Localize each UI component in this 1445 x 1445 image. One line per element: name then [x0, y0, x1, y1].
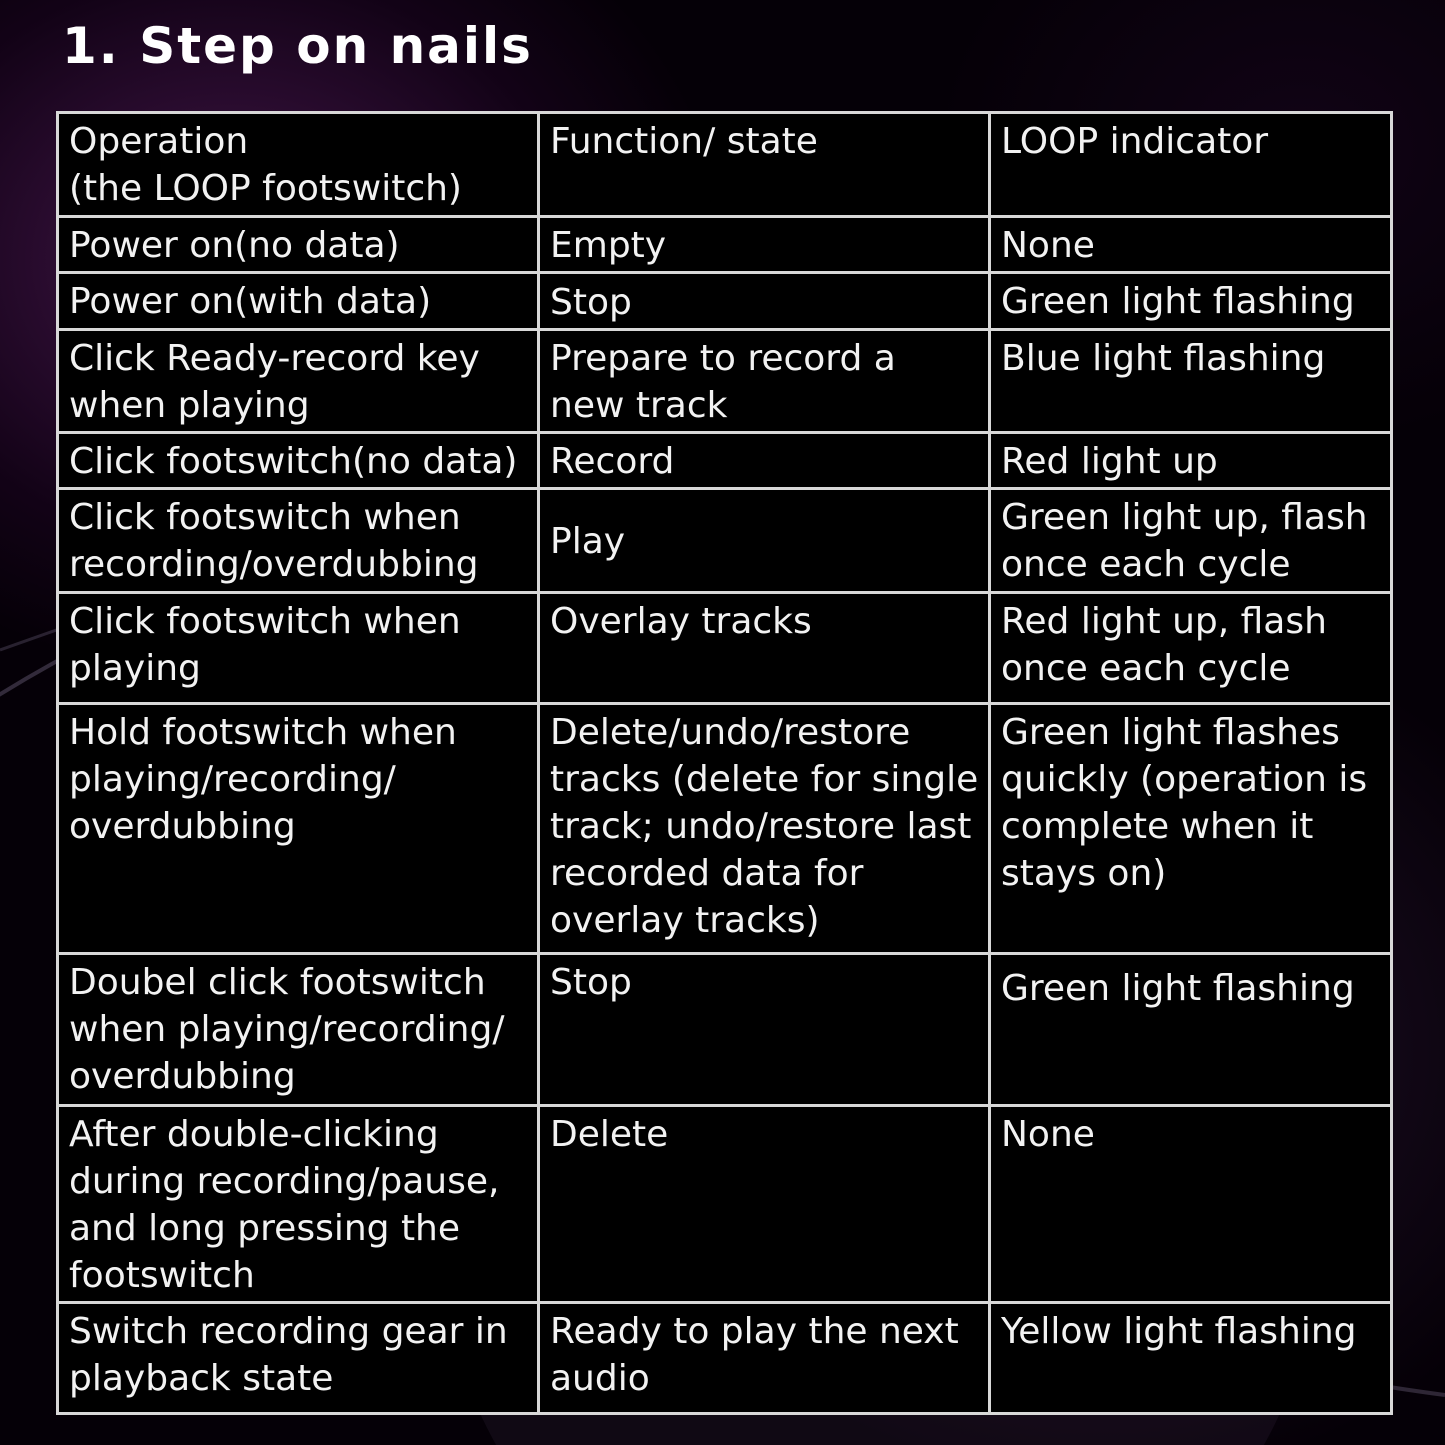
cell-function-state: Delete/undo/restore tracks (delete for single track; undo/restore last recorded data for overlay tracks): [539, 704, 990, 954]
cell-function-state: Stop: [539, 273, 990, 330]
cell-function-state: Delete: [539, 1106, 990, 1303]
table-row: [58, 330, 1392, 433]
header-loop-indicator: LOOP indicator: [990, 113, 1392, 217]
cell-function-state: Stop: [539, 954, 990, 1106]
cell-function-state: Record: [539, 433, 990, 489]
table-row: [58, 1303, 1392, 1414]
table-row: [58, 704, 1392, 954]
table-row: [58, 489, 1392, 593]
cell-operation: After double-clicking during recording/pause, and long pressing the footswitch: [58, 1106, 539, 1303]
cell-operation: Doubel click footswitch when playing/recording/ overdubbing: [58, 954, 539, 1106]
table-header-row: [58, 113, 1392, 217]
cell-operation: Click footswitch when recording/overdubbing: [58, 489, 539, 593]
table-row: [58, 273, 1392, 330]
page-title: 1. Step on nails: [62, 17, 533, 75]
table-row: [58, 217, 1392, 273]
cell-operation: Switch recording gear in playback state: [58, 1303, 539, 1414]
cell-loop-indicator: Red light up, flash once each cycle: [990, 593, 1392, 704]
cell-loop-indicator: Green light flashes quickly (operation is complete when it stays on): [990, 704, 1392, 954]
cell-function-state: Overlay tracks: [539, 593, 990, 704]
table-row: [58, 433, 1392, 489]
cell-function-state: Play: [539, 489, 990, 593]
cell-function-state: Empty: [539, 217, 990, 273]
cell-operation: Click footswitch when playing: [58, 593, 539, 704]
header-function-state: Function/ state: [539, 113, 990, 217]
cell-function-state: Ready to play the next audio: [539, 1303, 990, 1414]
cell-loop-indicator: Yellow light flashing: [990, 1303, 1392, 1414]
cell-operation: Hold footswitch when playing/recording/ overdubbing: [58, 704, 539, 954]
operations-table: [56, 111, 1393, 1415]
cell-operation: Click footswitch(no data): [58, 433, 539, 489]
header-operation: Operation (the LOOP footswitch): [58, 113, 539, 217]
cell-loop-indicator: Red light up: [990, 433, 1392, 489]
cell-operation: Click Ready-record key when playing: [58, 330, 539, 433]
table-row: [58, 1106, 1392, 1303]
cell-loop-indicator: None: [990, 217, 1392, 273]
cell-loop-indicator: None: [990, 1106, 1392, 1303]
table-row: [58, 593, 1392, 704]
cell-operation: Power on(with data): [58, 273, 539, 330]
cell-loop-indicator: Green light up, flash once each cycle: [990, 489, 1392, 593]
table-row: [58, 954, 1392, 1106]
cell-operation: Power on(no data): [58, 217, 539, 273]
cell-loop-indicator: Green light flashing: [990, 273, 1392, 330]
cell-function-state: Prepare to record a new track: [539, 330, 990, 433]
cell-loop-indicator: Blue light flashing: [990, 330, 1392, 433]
cell-loop-indicator: Green light flashing: [990, 954, 1392, 1106]
